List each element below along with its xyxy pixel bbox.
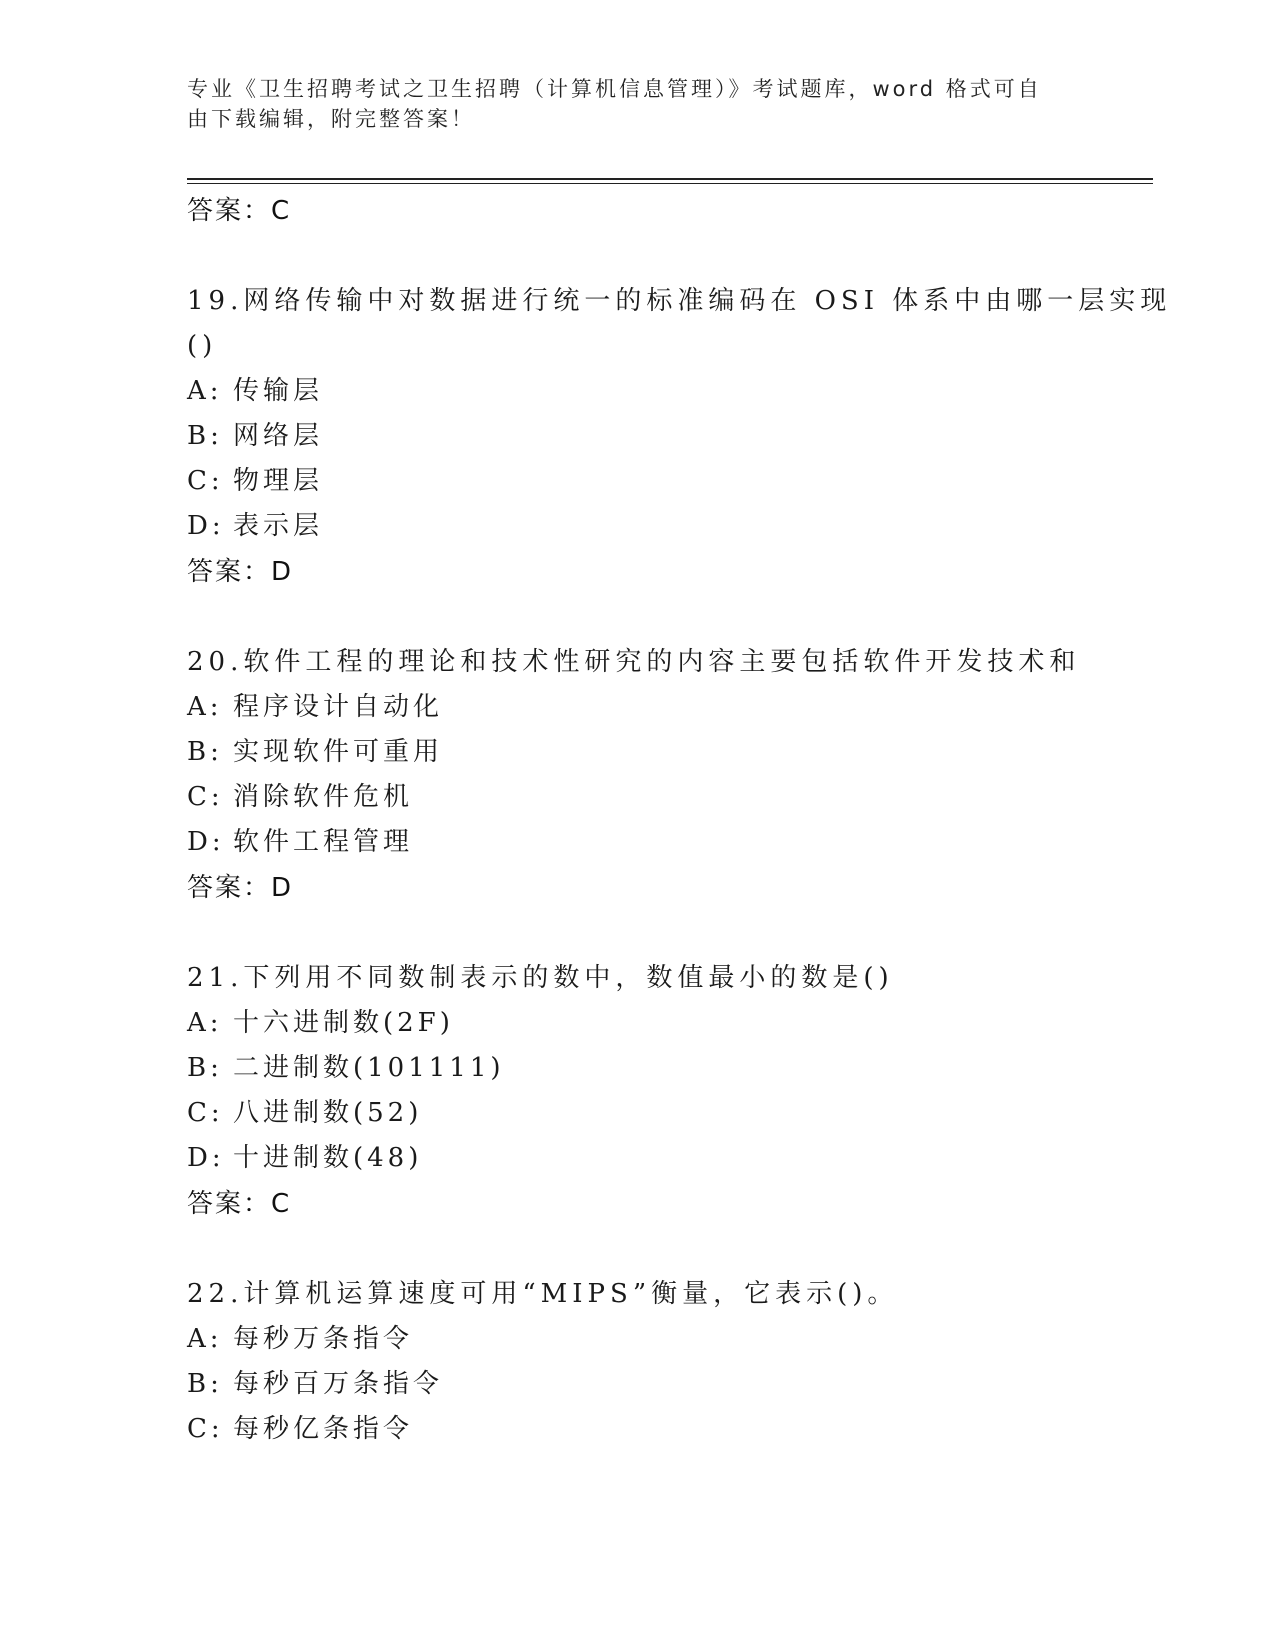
option-letter: C: bbox=[187, 782, 224, 812]
option-b bbox=[187, 414, 1147, 459]
option-text: 每秒亿条指令 bbox=[233, 1414, 414, 1444]
option-text: 实现软件可重用 bbox=[233, 737, 444, 767]
option-letter: A: bbox=[187, 1324, 223, 1354]
option-text: 八进制数(52) bbox=[233, 1098, 423, 1128]
answer-line: 答案：D bbox=[187, 873, 294, 903]
question-stem: 20.软件工程的理论和技术性研究的内容主要包括软件开发技术和 bbox=[187, 647, 1081, 677]
header-divider-thick bbox=[187, 178, 1153, 180]
option-text: 软件工程管理 bbox=[233, 827, 414, 857]
option-letter: D: bbox=[187, 827, 225, 857]
option-d bbox=[187, 1136, 1147, 1181]
header-divider-thin bbox=[187, 183, 1153, 184]
question-stem: 22.计算机运算速度可用“MIPS”衡量，它表示()。 bbox=[187, 1279, 899, 1309]
option-letter: B: bbox=[187, 737, 223, 767]
option-letter: B: bbox=[187, 1369, 223, 1399]
spacer bbox=[187, 234, 1147, 279]
option-letter: A: bbox=[187, 376, 223, 406]
option-c bbox=[187, 1407, 1147, 1452]
option-b bbox=[187, 730, 1147, 775]
option-letter: B: bbox=[187, 1053, 223, 1083]
spacer bbox=[187, 911, 1147, 956]
previous-answer: 答案：C bbox=[187, 196, 292, 226]
option-b bbox=[187, 1046, 1147, 1091]
document-header bbox=[187, 74, 1067, 134]
spacer bbox=[187, 1227, 1147, 1272]
option-letter: C: bbox=[187, 1098, 224, 1128]
option-letter: C: bbox=[187, 466, 224, 496]
option-text: 十六进制数(2F) bbox=[233, 1008, 454, 1038]
option-letter: C: bbox=[187, 1414, 224, 1444]
option-letter: A: bbox=[187, 692, 223, 722]
option-text: 物理层 bbox=[233, 466, 324, 496]
question-20 bbox=[187, 640, 1147, 911]
option-c bbox=[187, 459, 1147, 504]
option-text: 程序设计自动化 bbox=[233, 692, 444, 722]
question-19 bbox=[187, 279, 1172, 595]
option-text: 二进制数(101111) bbox=[233, 1053, 505, 1083]
question-21 bbox=[187, 956, 1147, 1227]
option-a bbox=[187, 1317, 1147, 1362]
question-stem: 19.网络传输中对数据进行统一的标准编码在 OSI 体系中由哪一层实现 bbox=[187, 286, 1172, 316]
option-d bbox=[187, 820, 1147, 865]
option-a bbox=[187, 685, 1147, 730]
header-line-1: 专业《卫生招聘考试之卫生招聘（计算机信息管理）》考试题库，word 格式可自 bbox=[187, 77, 1042, 101]
option-d bbox=[187, 504, 1147, 549]
header-line-2: 由下载编辑，附完整答案！ bbox=[187, 107, 475, 131]
option-letter: D: bbox=[187, 511, 225, 541]
question-22 bbox=[187, 1272, 1147, 1452]
option-b bbox=[187, 1362, 1147, 1407]
option-text: 消除软件危机 bbox=[233, 782, 414, 812]
option-a bbox=[187, 369, 1147, 414]
option-text: 十进制数(48) bbox=[233, 1143, 423, 1173]
answer-line: 答案：C bbox=[187, 1189, 292, 1219]
answer-line: 答案：D bbox=[187, 557, 294, 587]
option-c bbox=[187, 775, 1147, 820]
option-text: 每秒万条指令 bbox=[233, 1324, 414, 1354]
option-a bbox=[187, 1001, 1147, 1046]
option-letter: B: bbox=[187, 421, 223, 451]
spacer bbox=[187, 595, 1147, 640]
option-letter: D: bbox=[187, 1143, 225, 1173]
option-text: 传输层 bbox=[233, 376, 324, 406]
option-c bbox=[187, 1091, 1147, 1136]
question-stem-continuation: () bbox=[187, 331, 218, 361]
option-text: 网络层 bbox=[233, 421, 324, 451]
option-text: 表示层 bbox=[233, 511, 324, 541]
question-stem: 21.下列用不同数制表示的数中，数值最小的数是() bbox=[187, 963, 894, 993]
question-list bbox=[187, 188, 1172, 1452]
option-letter: A: bbox=[187, 1008, 223, 1038]
option-text: 每秒百万条指令 bbox=[233, 1369, 444, 1399]
